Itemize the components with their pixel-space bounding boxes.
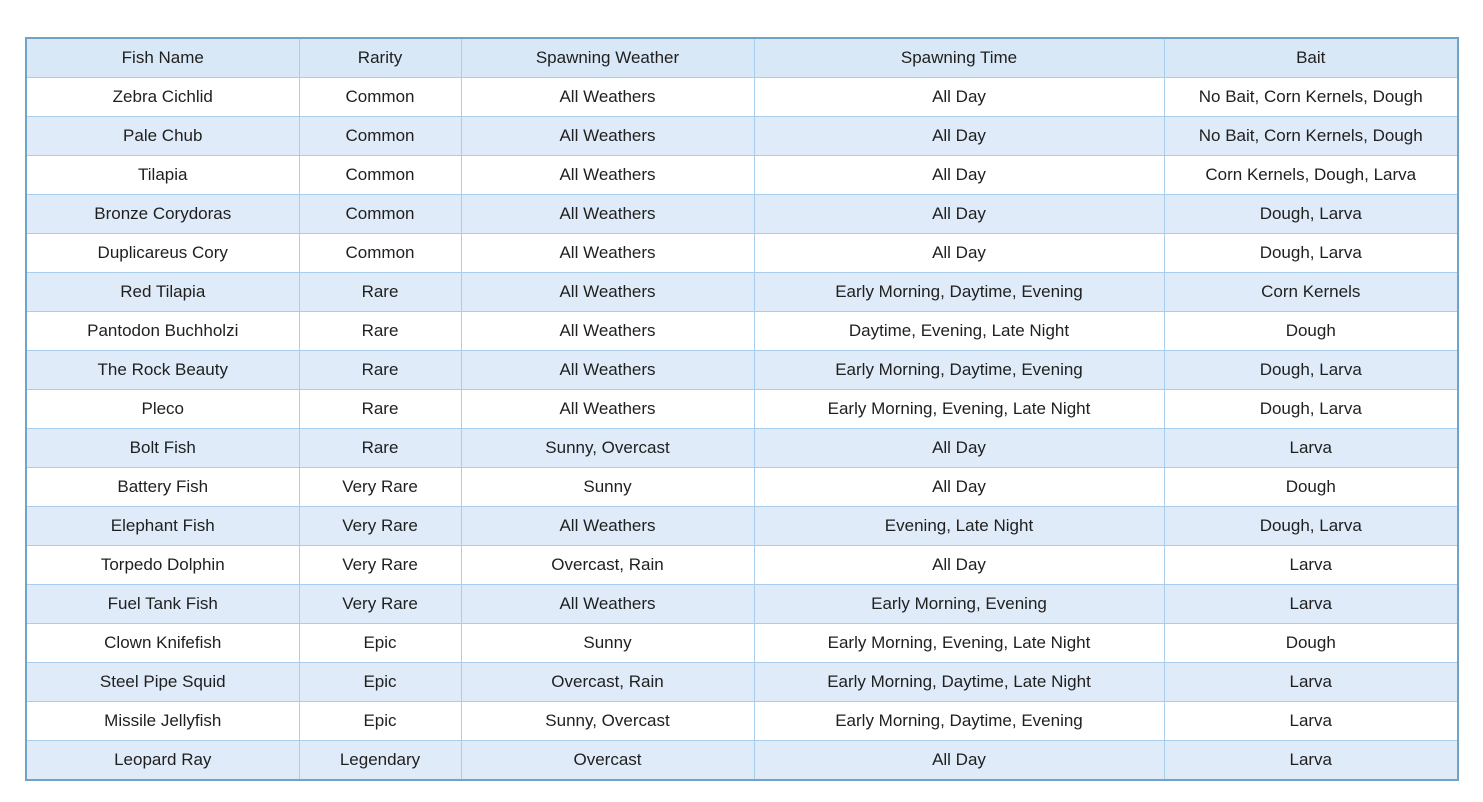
table-cell: Sunny — [461, 468, 754, 507]
table-row — [26, 117, 1458, 156]
table-cell: Epic — [299, 663, 461, 702]
table-cell: Duplicareus Cory — [26, 234, 299, 273]
table-cell: Overcast, Rain — [461, 663, 754, 702]
header-cell-fish-name: Fish Name — [26, 38, 299, 78]
table-cell: Common — [299, 117, 461, 156]
table-row — [26, 78, 1458, 117]
table-cell: Very Rare — [299, 468, 461, 507]
table-row — [26, 429, 1458, 468]
table-cell: Red Tilapia — [26, 273, 299, 312]
table-cell: Larva — [1164, 663, 1458, 702]
table-cell: Very Rare — [299, 585, 461, 624]
table-cell: Sunny, Overcast — [461, 429, 754, 468]
table-row — [26, 741, 1458, 781]
header-row — [26, 38, 1458, 78]
table-cell: Evening, Late Night — [754, 507, 1164, 546]
table-cell: Bronze Corydoras — [26, 195, 299, 234]
table-cell: Sunny — [461, 624, 754, 663]
fish-table-header — [26, 38, 1458, 78]
table-cell: Fuel Tank Fish — [26, 585, 299, 624]
table-cell: Dough — [1164, 624, 1458, 663]
table-cell: Early Morning, Evening, Late Night — [754, 624, 1164, 663]
table-cell: Leopard Ray — [26, 741, 299, 781]
table-cell: Elephant Fish — [26, 507, 299, 546]
table-cell: Battery Fish — [26, 468, 299, 507]
table-cell: Overcast, Rain — [461, 546, 754, 585]
table-row — [26, 546, 1458, 585]
table-cell: Dough, Larva — [1164, 507, 1458, 546]
fish-table — [25, 37, 1459, 781]
table-cell: Pantodon Buchholzi — [26, 312, 299, 351]
table-cell: Dough, Larva — [1164, 234, 1458, 273]
header-cell-bait: Bait — [1164, 38, 1458, 78]
header-cell-rarity: Rarity — [299, 38, 461, 78]
table-cell: Early Morning, Daytime, Evening — [754, 351, 1164, 390]
table-cell: Overcast — [461, 741, 754, 781]
table-cell: All Weathers — [461, 585, 754, 624]
header-cell-spawning-weather: Spawning Weather — [461, 38, 754, 78]
table-cell: Larva — [1164, 741, 1458, 781]
table-cell: All Day — [754, 117, 1164, 156]
table-row — [26, 351, 1458, 390]
header-cell-spawning-time: Spawning Time — [754, 38, 1164, 78]
table-cell: All Weathers — [461, 234, 754, 273]
table-cell: All Weathers — [461, 195, 754, 234]
table-cell: The Rock Beauty — [26, 351, 299, 390]
table-cell: Sunny, Overcast — [461, 702, 754, 741]
table-cell: All Weathers — [461, 156, 754, 195]
table-cell: All Weathers — [461, 507, 754, 546]
table-row — [26, 702, 1458, 741]
table-row — [26, 507, 1458, 546]
table-row — [26, 390, 1458, 429]
table-cell: All Weathers — [461, 351, 754, 390]
table-row — [26, 234, 1458, 273]
table-cell: Tilapia — [26, 156, 299, 195]
table-cell: Clown Knifefish — [26, 624, 299, 663]
table-cell: Rare — [299, 390, 461, 429]
table-cell: Rare — [299, 273, 461, 312]
table-cell: Rare — [299, 312, 461, 351]
table-row — [26, 156, 1458, 195]
table-cell: Daytime, Evening, Late Night — [754, 312, 1164, 351]
table-cell: Rare — [299, 351, 461, 390]
table-row — [26, 585, 1458, 624]
table-cell: Corn Kernels, Dough, Larva — [1164, 156, 1458, 195]
table-cell: Larva — [1164, 702, 1458, 741]
table-cell: Early Morning, Evening — [754, 585, 1164, 624]
table-cell: Common — [299, 234, 461, 273]
table-cell: All Day — [754, 234, 1164, 273]
table-cell: Torpedo Dolphin — [26, 546, 299, 585]
table-cell: Legendary — [299, 741, 461, 781]
table-cell: All Day — [754, 741, 1164, 781]
table-cell: All Day — [754, 78, 1164, 117]
table-cell: Common — [299, 195, 461, 234]
table-cell: Very Rare — [299, 507, 461, 546]
table-cell: Early Morning, Daytime, Evening — [754, 273, 1164, 312]
table-cell: No Bait, Corn Kernels, Dough — [1164, 78, 1458, 117]
table-cell: Common — [299, 78, 461, 117]
fish-table-body — [26, 78, 1458, 781]
table-cell: Dough — [1164, 312, 1458, 351]
table-cell: Dough — [1164, 468, 1458, 507]
table-cell: All Weathers — [461, 78, 754, 117]
table-cell: Common — [299, 156, 461, 195]
table-cell: All Weathers — [461, 273, 754, 312]
table-row — [26, 195, 1458, 234]
table-cell: All Day — [754, 429, 1164, 468]
table-cell: Epic — [299, 702, 461, 741]
table-cell: Early Morning, Evening, Late Night — [754, 390, 1164, 429]
table-row — [26, 663, 1458, 702]
table-cell: Bolt Fish — [26, 429, 299, 468]
table-row — [26, 312, 1458, 351]
table-cell: Rare — [299, 429, 461, 468]
table-cell: Steel Pipe Squid — [26, 663, 299, 702]
table-cell: Dough, Larva — [1164, 351, 1458, 390]
table-cell: Corn Kernels — [1164, 273, 1458, 312]
table-cell: Epic — [299, 624, 461, 663]
table-cell: Larva — [1164, 585, 1458, 624]
table-cell: Dough, Larva — [1164, 195, 1458, 234]
table-cell: Zebra Cichlid — [26, 78, 299, 117]
table-row — [26, 273, 1458, 312]
table-cell: All Day — [754, 468, 1164, 507]
table-cell: All Weathers — [461, 117, 754, 156]
table-cell: Early Morning, Daytime, Late Night — [754, 663, 1164, 702]
table-cell: All Day — [754, 195, 1164, 234]
table-cell: All Day — [754, 156, 1164, 195]
table-cell: Missile Jellyfish — [26, 702, 299, 741]
table-cell: Very Rare — [299, 546, 461, 585]
table-cell: All Weathers — [461, 312, 754, 351]
table-cell: All Weathers — [461, 390, 754, 429]
table-cell: Pleco — [26, 390, 299, 429]
table-cell: Larva — [1164, 429, 1458, 468]
table-cell: Early Morning, Daytime, Evening — [754, 702, 1164, 741]
table-cell: Dough, Larva — [1164, 390, 1458, 429]
table-row — [26, 468, 1458, 507]
table-cell: No Bait, Corn Kernels, Dough — [1164, 117, 1458, 156]
table-cell: Pale Chub — [26, 117, 299, 156]
table-cell: All Day — [754, 546, 1164, 585]
table-cell: Larva — [1164, 546, 1458, 585]
table-row — [26, 624, 1458, 663]
